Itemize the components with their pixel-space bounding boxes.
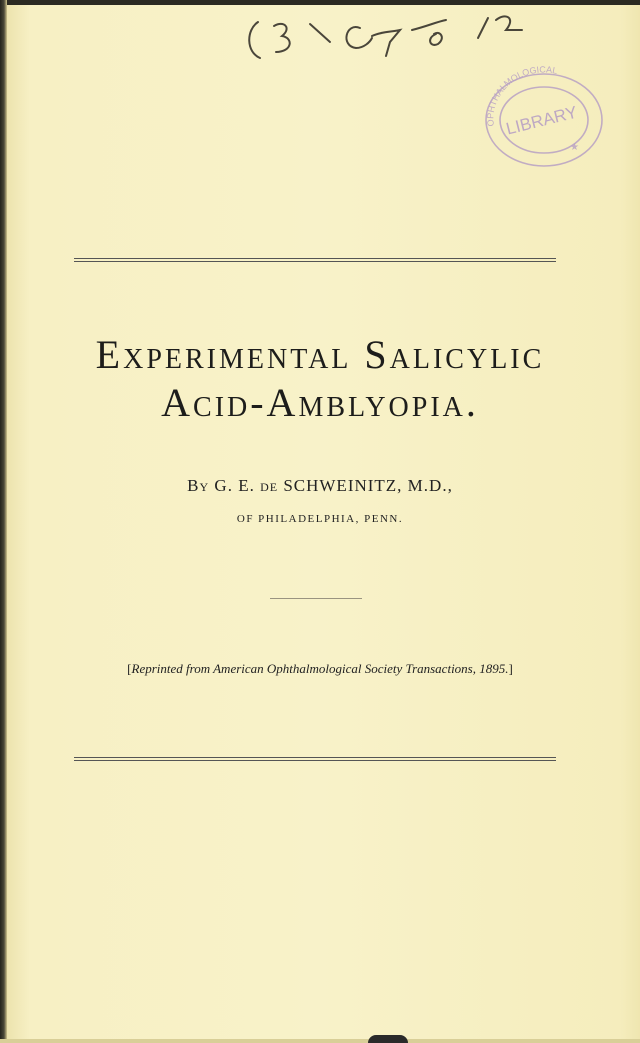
reprint-text: Reprinted from American Ophthalmological Society Transactions, 1895. [131,661,509,676]
handwriting-drawing [240,8,530,64]
top-double-rule [74,258,556,262]
reprint-close-bracket: ] [508,661,513,676]
reprint-note [0,661,640,677]
page-top-edge [0,0,640,5]
author-affiliation: OF PHILADELPHIA, PENN. [236,513,404,525]
stamp-label: LIBRARY [504,102,580,139]
reprint-open-bracket: [ [127,661,132,676]
stamp-ring-text: OPHTHALMOLOGICAL [485,64,559,127]
stamp-drawing [478,64,608,168]
title-line-1: Experimental Salicylic [95,332,545,377]
binding-mark [368,1035,408,1043]
title-line-2: Acid-Amblyopia. [161,380,479,425]
handwritten-call-number [240,8,530,64]
short-divider [270,598,362,599]
stamp-star-icon: ★ [570,142,579,153]
bottom-double-rule [74,757,556,761]
page-bottom-edge [0,1039,640,1043]
library-stamp [478,64,608,168]
author-line: By G. E. de SCHWEINITZ, M.D., [187,476,453,495]
